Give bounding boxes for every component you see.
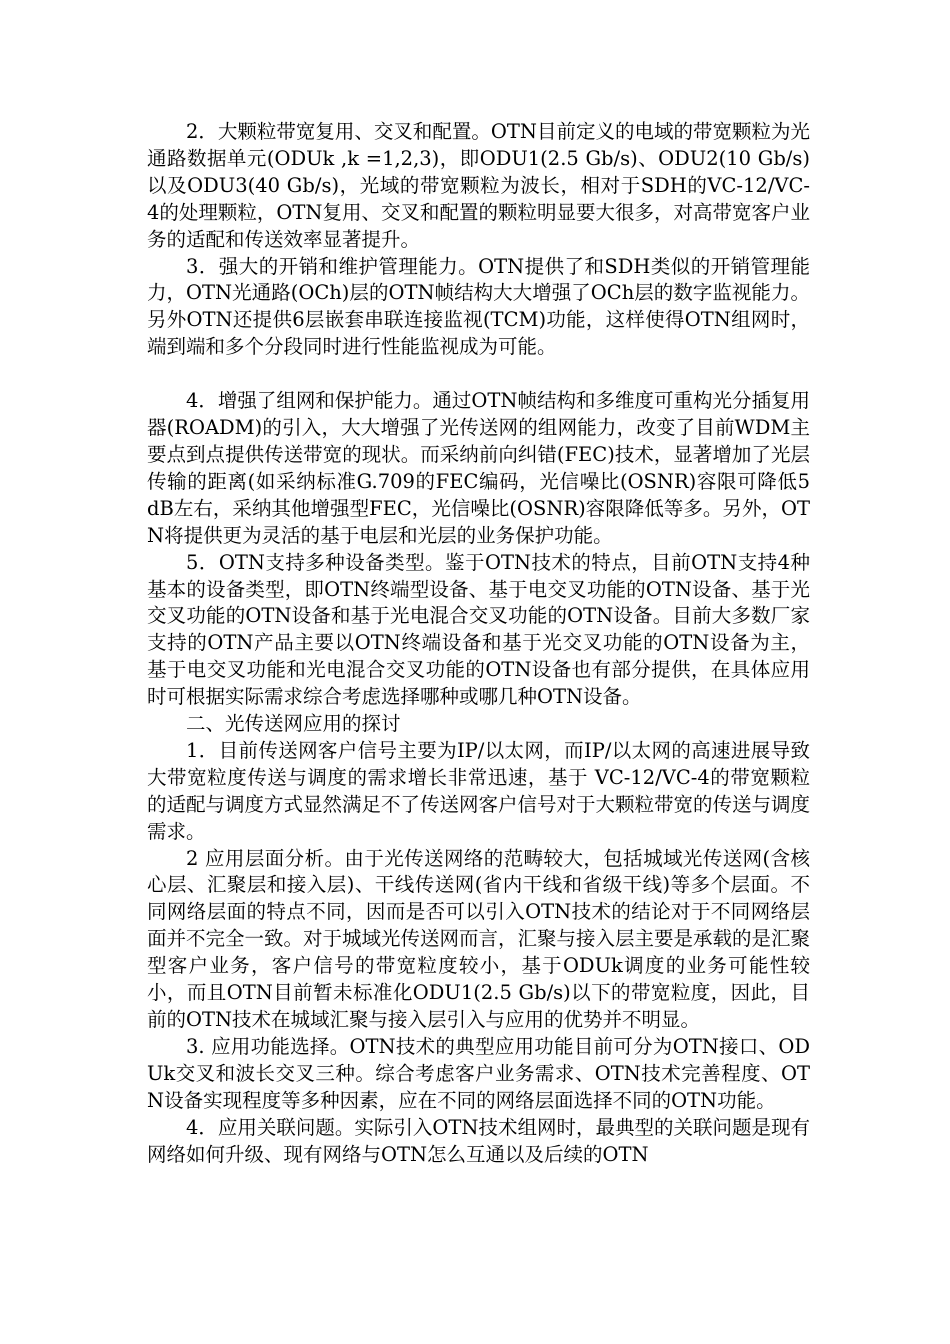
paragraph-related-issues: 4．应用关联问题。实际引入OTN技术组网时，最典型的关联问题是现有网络如何升级、现有网络与OTN怎么互通以及后续的OTN (147, 1115, 810, 1166)
paragraph-client-signals: 1．目前传送网客户信号主要为IP/以太网，而IP/以太网的高速进展导致大带宽粒度传送与调度的需求增长非常迅速，基于 VC-12/VC-4的带宽颗粒的适配与调度方式显然满足不了传送网客户信号对于大颗粒带宽的传送与调度需求。 (147, 738, 811, 843)
paragraph-networking-protection: 4．增强了组网和保护能力。通过OTN帧结构和多维度可重构光分插复用器(ROADM)的引入，大大增强了光传送网的组网能力，改变了目前WDM主要点到点提供传送带宽的现状。而采纳前向纠错(FEC)技术，显著增加了光层传输的距离(如采纳标准G.709的FEC编码，光信噪比(OSNR)容限可降低5 dB左右，采纳其他增强型FEC，光信噪比(OSNR)容限降低等多。另外，OTN将提供更为灵活的基于电层和光层的业务保护功能。 (147, 389, 810, 547)
paragraph-layer-analysis: 2 应用层面分析。由于光传送网络的范畴较大，包括城域光传送网(含核心层、汇聚层和接入层)、干线传送网(省内干线和省级干线)等多个层面。不同网络层面的特点不同，因而是否可以引入OTN技术的结论对于不同网络层面并不完全一致。对于城域光传送网而言，汇聚与接入层主要是承载的是汇聚型客户业务，客户信号的带宽粒度较小，基于ODUk调度的业务可能性较小，而且OTN目前暂未标准化ODU1(2.5 Gb/s)以下的带宽粒度，因此，目前的OTN技术在城域汇聚与接入层引入与应用的优势并不明显。 (147, 846, 811, 1031)
paragraph-function-selection: 3. 应用功能选择。OTN技术的典型应用功能目前可分为OTN接口、ODUk交叉和波长交叉三种。综合考虑客户业务需求、OTN技术完善程度、OTN设备实现程度等多种因素，应在不同的网络层面选择不同的OTN功能。 (147, 1034, 810, 1112)
section-heading-application: 二、光传送网应用的探讨 (186, 712, 401, 736)
paragraph-device-types: 5．OTN支持多种设备类型。鉴于OTN技术的特点，目前OTN支持4种基本的设备类型，即OTN终端型设备、基于电交叉功能的OTN设备、基于光交叉功能的OTN设备和基于光电混合交叉功能的OTN设备。目前大多数厂家支持的OTN产品主要以OTN终端设备和基于光交叉功能的OTN设备为主，基于电交叉功能和光电混合交叉功能的OTN设备也有部分提供，在具体应用时可根据实际需求综合考虑选择哪种或哪几种OTN设备。 (147, 550, 810, 709)
paragraph-overhead-management: 3．强大的开销和维护管理能力。OTN提供了和SDH类似的开销管理能力，OTN光通路(OCh)层的OTN帧结构大大增强了OCh层的数字监视能力。另外OTN还提供6层嵌套串联连接监视(TCM)功能，这样使得OTN组网时，端到端和多个分段同时进行性能监视成为可能。 (147, 254, 810, 359)
document-body (147, 119, 810, 1168)
paragraph-bandwidth-multiplexing: 2．大颗粒带宽复用、交叉和配置。OTN目前定义的电域的带宽颗粒为光通路数据单元(ODUk ,k =1,2,3)，即ODU1(2.5 Gb/s)、ODU2(10 Gb/s)以及ODU3(40 Gb/s)，光域的带宽颗粒为波长，相对于SDH的VC-12/VC-4的处理颗粒，OTN复用、交叉和配置的颗粒明显要大很多，对高带宽客户业务的适配和传送效率显著提升。 (147, 120, 810, 251)
paragraph-spacer (147, 361, 810, 388)
